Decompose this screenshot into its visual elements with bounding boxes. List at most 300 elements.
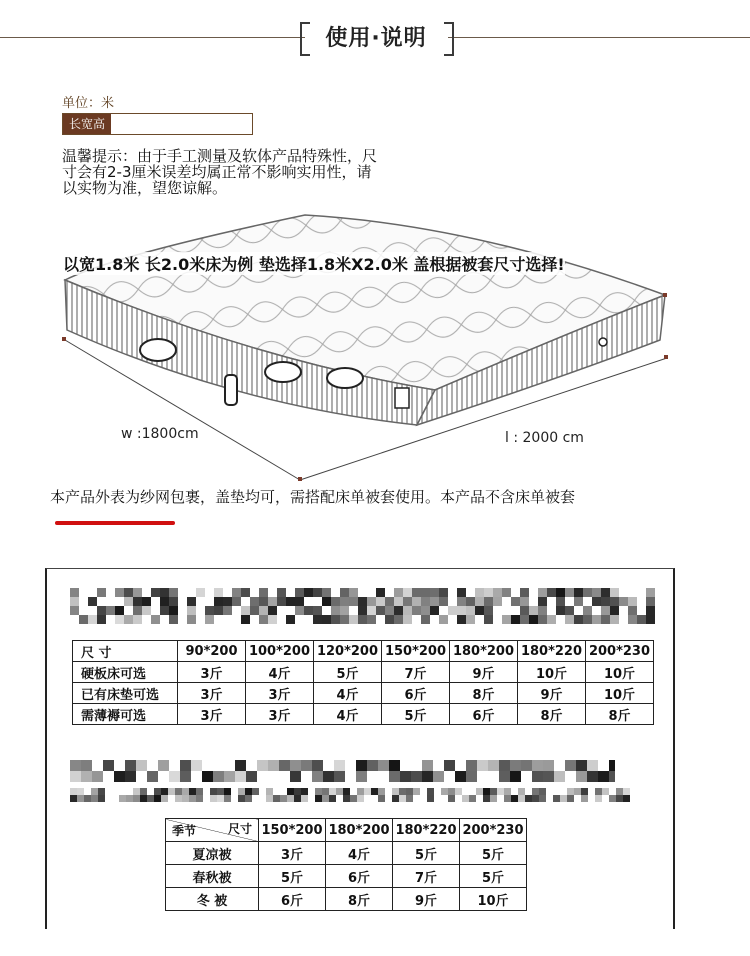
table-cell: 4斤 xyxy=(314,683,382,704)
mosaic-cell xyxy=(97,588,106,597)
mosaic-cell xyxy=(115,606,124,615)
mosaic-cell xyxy=(413,788,420,795)
mosaic-cell xyxy=(403,615,412,624)
mosaic-cell xyxy=(259,597,268,606)
mosaic-cell xyxy=(245,795,252,802)
mosaic-cell xyxy=(553,795,560,802)
mosaic-cell xyxy=(268,606,277,615)
mosaic-cell xyxy=(133,606,142,615)
mosaic-cell xyxy=(532,771,543,782)
mosaic-cell xyxy=(610,615,619,624)
mosaic-cell xyxy=(499,771,510,782)
mosaic-cell xyxy=(567,788,574,795)
mosaic-cell xyxy=(371,788,378,795)
mosaic-cell xyxy=(385,606,394,615)
mosaic-cell xyxy=(79,615,88,624)
mosaic-cell xyxy=(336,788,343,795)
table-cell: 5斤 xyxy=(393,842,460,865)
table-cell: 10斤 xyxy=(518,662,586,683)
mosaic-cell xyxy=(646,597,655,606)
table-cell: 10斤 xyxy=(586,662,654,683)
table-header-cell: 100*200 xyxy=(246,641,314,662)
table-cell: 9斤 xyxy=(450,662,518,683)
mosaic-cell xyxy=(279,760,290,771)
mosaic-cell xyxy=(475,597,484,606)
mosaic-cell xyxy=(378,795,385,802)
mosaic-cell xyxy=(180,771,191,782)
mosaic-cell xyxy=(119,795,126,802)
mosaic-cell xyxy=(169,597,178,606)
mosaic-cell xyxy=(411,771,422,782)
mosaic-cell xyxy=(210,795,217,802)
mosaic-cell xyxy=(290,760,301,771)
mosaic-cell xyxy=(224,771,235,782)
table-header-cell: 200*230 xyxy=(460,819,527,842)
mosaic-cell xyxy=(250,597,259,606)
length-label: l : 2000 cm xyxy=(505,430,584,446)
table-cell: 8斤 xyxy=(586,704,654,725)
mosaic-cell xyxy=(268,597,277,606)
mosaic-cell xyxy=(457,615,466,624)
mosaic-cell xyxy=(329,795,336,802)
mosaic-cell xyxy=(259,606,268,615)
mosaic-cell xyxy=(448,795,455,802)
table-row xyxy=(166,888,527,911)
mosaic-cell xyxy=(502,588,511,597)
mosaic-cell xyxy=(493,588,502,597)
mosaic-cell xyxy=(312,760,323,771)
mosaic-cell xyxy=(493,597,502,606)
mosaic-cell xyxy=(322,615,331,624)
table-cell: 3斤 xyxy=(246,704,314,725)
mosaic-cell xyxy=(182,795,189,802)
mosaic-cell xyxy=(214,606,223,615)
mosaic-cell xyxy=(475,606,484,615)
mosaic-cell xyxy=(180,760,191,771)
mosaic-cell xyxy=(421,615,430,624)
mosaic-cell xyxy=(313,615,322,624)
mosaic-cell xyxy=(543,771,554,782)
mosaic-cell xyxy=(161,788,168,795)
mosaic-cell xyxy=(422,771,433,782)
mosaic-cell xyxy=(466,606,475,615)
mosaic-cell xyxy=(125,771,136,782)
mosaic-cell xyxy=(547,588,556,597)
mosaic-cell xyxy=(511,615,520,624)
mosaic-cell xyxy=(223,597,232,606)
mosaic-cell xyxy=(538,606,547,615)
mosaic-cell xyxy=(484,597,493,606)
table-cell: 4斤 xyxy=(314,704,382,725)
mosaic-cell xyxy=(91,795,98,802)
mosaic-cell xyxy=(576,760,587,771)
mosaic-cell xyxy=(115,615,124,624)
weight-table-1 xyxy=(72,640,654,725)
table-corner xyxy=(166,819,259,842)
mosaic-cell xyxy=(196,795,203,802)
table-row xyxy=(73,704,654,725)
mosaic-cell xyxy=(592,597,601,606)
mosaic-cell xyxy=(81,771,92,782)
table-cell: 5斤 xyxy=(460,865,527,888)
mosaic-cell xyxy=(142,606,151,615)
mosaic-cell xyxy=(448,788,455,795)
mosaic-cell xyxy=(525,795,532,802)
mosaic-cell xyxy=(583,588,592,597)
mosaic-cell xyxy=(301,788,308,795)
table-row xyxy=(73,662,654,683)
mosaic-cell xyxy=(196,588,205,597)
mosaic-cell xyxy=(340,606,349,615)
mosaic-cell xyxy=(592,588,601,597)
mosaic-cell xyxy=(457,597,466,606)
mosaic-cell xyxy=(457,606,466,615)
table-row xyxy=(166,842,527,865)
table-cell: 9斤 xyxy=(393,888,460,911)
mosaic-cell xyxy=(421,588,430,597)
table-cell: 6斤 xyxy=(450,704,518,725)
table-cell: 10斤 xyxy=(460,888,527,911)
mosaic-cell xyxy=(609,795,616,802)
mosaic-cell xyxy=(322,588,331,597)
mosaic-cell xyxy=(70,795,77,802)
mosaic-cell xyxy=(364,788,371,795)
mosaic-cell xyxy=(565,606,574,615)
mosaic-cell xyxy=(266,788,273,795)
row-label: 已有床垫可选 xyxy=(73,683,178,704)
mosaic-cell xyxy=(97,615,106,624)
table-cell: 7斤 xyxy=(393,865,460,888)
mosaic-cell xyxy=(565,588,574,597)
mosaic-cell xyxy=(400,771,411,782)
mosaic-cell xyxy=(287,788,294,795)
warm-tip: 温馨提示：由于手工测量及软体产品特殊性，尺寸会有2-3厘米误差均属正常不影响实用性，请以实物为准，望您谅解。 xyxy=(62,147,378,197)
mosaic-cell xyxy=(277,588,286,597)
mosaic-cell xyxy=(560,795,567,802)
mosaic-cell xyxy=(403,597,412,606)
mosaic-cell xyxy=(187,606,196,615)
mosaic-cell xyxy=(504,795,511,802)
mosaic-cell xyxy=(334,771,345,782)
mosaic-cell xyxy=(602,788,609,795)
mosaic-cell xyxy=(532,760,543,771)
mosaic-cell xyxy=(202,771,213,782)
table-header-cell: 180*200 xyxy=(450,641,518,662)
red-accent-bar xyxy=(55,521,175,525)
mosaic-cell xyxy=(168,788,175,795)
mosaic-cell xyxy=(610,606,619,615)
row-label: 春秋被 xyxy=(166,865,259,888)
mosaic-cell xyxy=(313,606,322,615)
mosaic-cell xyxy=(455,771,466,782)
mosaic-cell xyxy=(406,795,413,802)
mosaic-cell xyxy=(581,795,588,802)
mosaic-cell xyxy=(266,795,273,802)
mosaic-cell xyxy=(483,795,490,802)
mosaic-cell xyxy=(349,615,358,624)
mosaic-cell xyxy=(147,795,154,802)
mosaic-cell xyxy=(466,615,475,624)
mosaic-cell xyxy=(241,615,250,624)
mosaic-cell xyxy=(287,795,294,802)
mosaic-cell xyxy=(475,588,484,597)
corner-bottom: 季节 xyxy=(172,824,197,838)
mosaic-cell xyxy=(646,606,655,615)
mosaic-cell xyxy=(529,615,538,624)
mosaic-cell xyxy=(187,597,196,606)
mosaic-cell xyxy=(469,795,476,802)
width-label: w :1800cm xyxy=(121,426,199,442)
mosaic-cell xyxy=(322,597,331,606)
mosaic-cell xyxy=(477,760,488,771)
table-header-cell: 180*220 xyxy=(393,819,460,842)
mosaic-cell xyxy=(427,788,434,795)
mosaic-cell xyxy=(160,588,169,597)
mosaic-cell xyxy=(268,760,279,771)
mosaic-cell xyxy=(356,771,367,782)
mosaic-cell xyxy=(133,588,142,597)
mosaic-cell xyxy=(235,771,246,782)
table-header-row xyxy=(73,641,654,662)
table-cell: 3斤 xyxy=(178,662,246,683)
mosaic-cell xyxy=(358,606,367,615)
table-header-cell: 150*200 xyxy=(259,819,326,842)
mosaic-cell xyxy=(158,760,169,771)
mosaic-heading-3 xyxy=(70,788,630,802)
mosaic-cell xyxy=(277,597,286,606)
mosaic-cell xyxy=(574,588,583,597)
mosaic-cell xyxy=(376,597,385,606)
mosaic-cell xyxy=(358,597,367,606)
mosaic-cell xyxy=(488,760,499,771)
mosaic-cell xyxy=(394,615,403,624)
mosaic-cell xyxy=(304,606,313,615)
mosaic-cell xyxy=(510,760,521,771)
mosaic-cell xyxy=(601,597,610,606)
table-cell: 8斤 xyxy=(450,683,518,704)
mosaic-cell xyxy=(433,771,444,782)
mosaic-cell xyxy=(315,795,322,802)
mosaic-cell xyxy=(430,606,439,615)
mosaic-cell xyxy=(322,788,329,795)
mosaic-cell xyxy=(124,615,133,624)
mosaic-cell xyxy=(187,615,196,624)
mosaic-cell xyxy=(301,760,312,771)
mosaic-cell xyxy=(394,588,403,597)
mosaic-cell xyxy=(154,788,161,795)
mosaic-cell xyxy=(331,615,340,624)
mosaic-cell xyxy=(340,588,349,597)
mosaic-cell xyxy=(367,760,378,771)
mosaic-cell xyxy=(103,760,114,771)
mosaic-cell xyxy=(421,606,430,615)
mosaic-cell xyxy=(290,771,301,782)
mosaic-cell xyxy=(439,597,448,606)
mosaic-cell xyxy=(214,588,223,597)
row-label: 夏凉被 xyxy=(166,842,259,865)
header-rule-left xyxy=(0,37,305,38)
mosaic-cell xyxy=(205,615,214,624)
mosaic-cell xyxy=(406,788,413,795)
mosaic-cell xyxy=(581,788,588,795)
mosaic-cell xyxy=(154,795,161,802)
mosaic-cell xyxy=(466,771,477,782)
mosaic-cell xyxy=(439,588,448,597)
mosaic-cell xyxy=(511,795,518,802)
table-header-cell: 150*200 xyxy=(382,641,450,662)
table-cell: 5斤 xyxy=(460,842,527,865)
mosaic-cell xyxy=(497,788,504,795)
mosaic-cell xyxy=(576,771,587,782)
mosaic-cell xyxy=(175,795,182,802)
table-cell: 3斤 xyxy=(178,704,246,725)
mosaic-cell xyxy=(439,615,448,624)
mosaic-cell xyxy=(217,795,224,802)
mosaic-cell xyxy=(70,760,81,771)
mosaic-cell xyxy=(151,615,160,624)
table-cell: 5斤 xyxy=(314,662,382,683)
mosaic-cell xyxy=(133,795,140,802)
mosaic-cell xyxy=(329,788,336,795)
table-cell: 10斤 xyxy=(586,683,654,704)
mosaic-cell xyxy=(628,615,637,624)
mosaic-cell xyxy=(628,606,637,615)
mosaic-cell xyxy=(70,588,79,597)
mosaic-cell xyxy=(412,597,421,606)
row-label: 需薄褥可选 xyxy=(73,704,178,725)
mosaic-cell xyxy=(565,615,574,624)
mosaic-cell xyxy=(81,760,92,771)
mosaic-cell xyxy=(304,588,313,597)
mosaic-cell xyxy=(88,597,97,606)
mosaic-cell xyxy=(114,771,125,782)
mosaic-cell xyxy=(273,795,280,802)
mosaic-cell xyxy=(518,788,525,795)
mosaic-cell xyxy=(574,788,581,795)
mosaic-cell xyxy=(623,795,630,802)
mosaic-cell xyxy=(583,615,592,624)
mosaic-cell xyxy=(313,588,322,597)
mosaic-cell xyxy=(574,597,583,606)
mosaic-cell xyxy=(623,788,630,795)
mosaic-cell xyxy=(538,615,547,624)
mosaic-cell xyxy=(70,788,77,795)
mosaic-cell xyxy=(343,788,350,795)
mosaic-cell xyxy=(367,615,376,624)
mosaic-cell xyxy=(587,771,598,782)
mosaic-cell xyxy=(376,606,385,615)
table-cell: 9斤 xyxy=(518,683,586,704)
mosaic-cell xyxy=(98,788,105,795)
mosaic-cell xyxy=(610,588,619,597)
mosaic-cell xyxy=(340,597,349,606)
mosaic-cell xyxy=(357,795,364,802)
mosaic-cell xyxy=(616,795,623,802)
mosaic-cell xyxy=(547,615,556,624)
mosaic-cell xyxy=(169,588,178,597)
mosaic-cell xyxy=(140,788,147,795)
table-cell: 4斤 xyxy=(326,842,393,865)
mosaic-cell xyxy=(394,597,403,606)
table-cell: 6斤 xyxy=(326,865,393,888)
mosaic-cell xyxy=(294,788,301,795)
mosaic-cell xyxy=(323,771,334,782)
mosaic-cell xyxy=(430,597,439,606)
mosaic-cell xyxy=(175,788,182,795)
mosaic-cell xyxy=(595,795,602,802)
mosaic-cell xyxy=(315,788,322,795)
mosaic-cell xyxy=(182,788,189,795)
mosaic-cell xyxy=(476,788,483,795)
mosaic-cell xyxy=(160,597,169,606)
mosaic-cell xyxy=(646,615,655,624)
table-row xyxy=(73,683,654,704)
mosaic-cell xyxy=(646,588,655,597)
mosaic-cell xyxy=(592,615,601,624)
mosaic-cell xyxy=(441,788,448,795)
mosaic-cell xyxy=(399,788,406,795)
mosaic-cell xyxy=(142,597,151,606)
mosaic-cell xyxy=(235,760,246,771)
mosaic-cell xyxy=(565,760,576,771)
mosaic-cell xyxy=(160,606,169,615)
row-label: 硬板床可选 xyxy=(73,662,178,683)
mosaic-cell xyxy=(246,771,257,782)
mosaic-cell xyxy=(610,597,619,606)
mosaic-cell xyxy=(280,795,287,802)
mosaic-cell xyxy=(257,760,268,771)
table-header-cell: 180*200 xyxy=(326,819,393,842)
mosaic-cell xyxy=(518,795,525,802)
mosaic-cell xyxy=(601,615,610,624)
mosaic-cell xyxy=(466,597,475,606)
mosaic-cell xyxy=(349,597,358,606)
row-label: 冬 被 xyxy=(166,888,259,911)
mosaic-cell xyxy=(232,588,241,597)
mosaic-cell xyxy=(490,795,497,802)
mosaic-cell xyxy=(378,788,385,795)
mosaic-cell xyxy=(394,606,403,615)
table-cell: 5斤 xyxy=(259,865,326,888)
mosaic-cell xyxy=(189,795,196,802)
mosaic-cell xyxy=(511,597,520,606)
mosaic-cell xyxy=(367,606,376,615)
mosaic-cell xyxy=(448,606,457,615)
mosaic-cell xyxy=(601,588,610,597)
weight-table-2 xyxy=(165,818,527,911)
mosaic-cell xyxy=(457,588,466,597)
mosaic-cell xyxy=(268,615,277,624)
mosaic-cell xyxy=(616,788,623,795)
mosaic-cell xyxy=(106,606,115,615)
mosaic-cell xyxy=(483,788,490,795)
mosaic-cell xyxy=(484,588,493,597)
mosaic-cell xyxy=(92,771,103,782)
table-header-row xyxy=(166,819,527,842)
mosaic-cell xyxy=(214,597,223,606)
mosaic-cell xyxy=(609,760,615,771)
mosaic-cell xyxy=(232,597,241,606)
header-rule-right xyxy=(448,37,750,38)
mosaic-cell xyxy=(115,588,124,597)
table-cell: 8斤 xyxy=(518,704,586,725)
mosaic-cell xyxy=(125,760,136,771)
mosaic-cell xyxy=(628,597,637,606)
mosaic-cell xyxy=(385,615,394,624)
dimension-label: 长宽高 xyxy=(63,114,111,134)
mosaic-cell xyxy=(295,606,304,615)
table-cell: 3斤 xyxy=(246,683,314,704)
